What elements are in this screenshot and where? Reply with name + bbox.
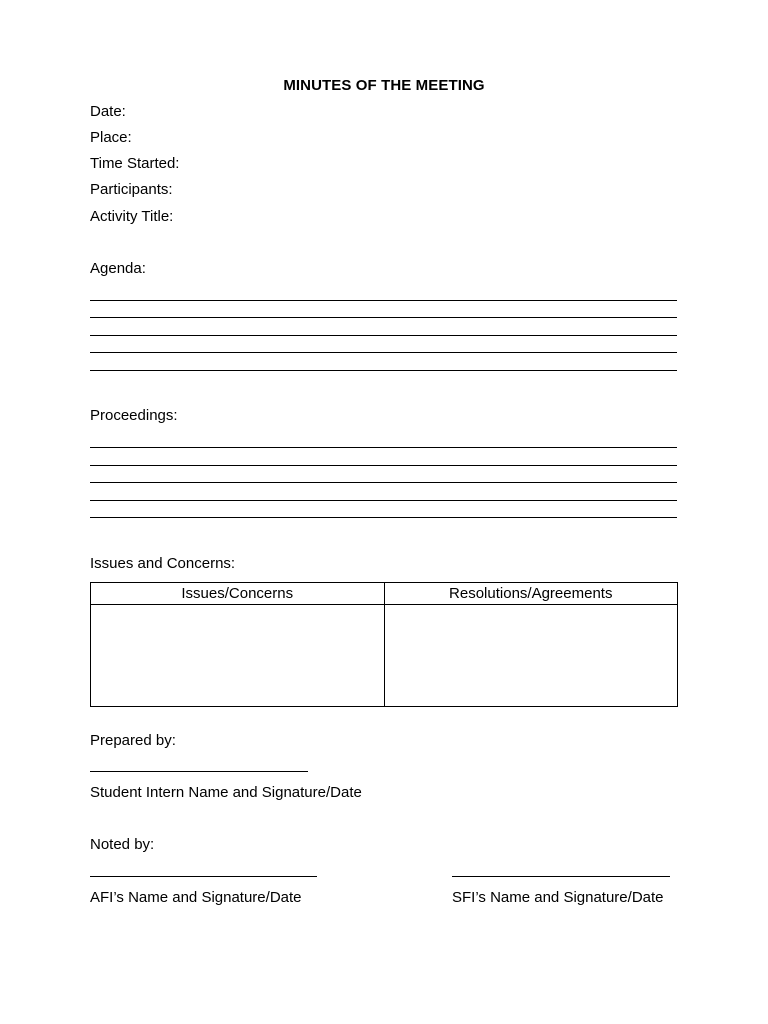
student-intern-signatory: Student Intern Name and Signature/Date bbox=[90, 784, 362, 801]
prepared-signature-line bbox=[90, 771, 308, 772]
participants-label: Participants: bbox=[90, 181, 173, 198]
agenda-line bbox=[90, 370, 677, 371]
proceedings-line bbox=[90, 517, 677, 518]
afi-signatory: AFI’s Name and Signature/Date bbox=[90, 889, 302, 906]
agenda-heading: Agenda: bbox=[90, 260, 146, 277]
noted-by-label: Noted by: bbox=[90, 836, 155, 853]
agenda-line bbox=[90, 317, 677, 318]
proceedings-heading: Proceedings: bbox=[90, 407, 178, 424]
time-started-label: Time Started: bbox=[90, 155, 180, 172]
agenda-line bbox=[90, 352, 677, 353]
agenda-line bbox=[90, 300, 677, 301]
proceedings-line bbox=[90, 465, 677, 466]
issues-heading: Issues and Concerns: bbox=[90, 555, 236, 572]
afi-signature-line bbox=[90, 876, 317, 877]
issues-table bbox=[90, 582, 678, 707]
table-row bbox=[91, 605, 678, 707]
resolutions-column-header: Resolutions/Agreements bbox=[384, 583, 678, 605]
sfi-signatory: SFI’s Name and Signature/Date bbox=[452, 889, 664, 906]
proceedings-line bbox=[90, 482, 677, 483]
issues-column-header: Issues/Concerns bbox=[91, 583, 385, 605]
sfi-signature-line bbox=[452, 876, 670, 877]
place-label: Place: bbox=[90, 129, 132, 146]
date-label: Date: bbox=[90, 103, 126, 120]
activity-title-label: Activity Title: bbox=[90, 208, 174, 225]
agenda-line bbox=[90, 335, 677, 336]
prepared-by-label: Prepared by: bbox=[90, 732, 176, 749]
issues-cell bbox=[91, 605, 385, 707]
document-title: MINUTES OF THE MEETING bbox=[283, 77, 485, 94]
table-header-row bbox=[91, 583, 678, 605]
proceedings-line bbox=[90, 447, 677, 448]
resolutions-cell bbox=[384, 605, 678, 707]
proceedings-line bbox=[90, 500, 677, 501]
